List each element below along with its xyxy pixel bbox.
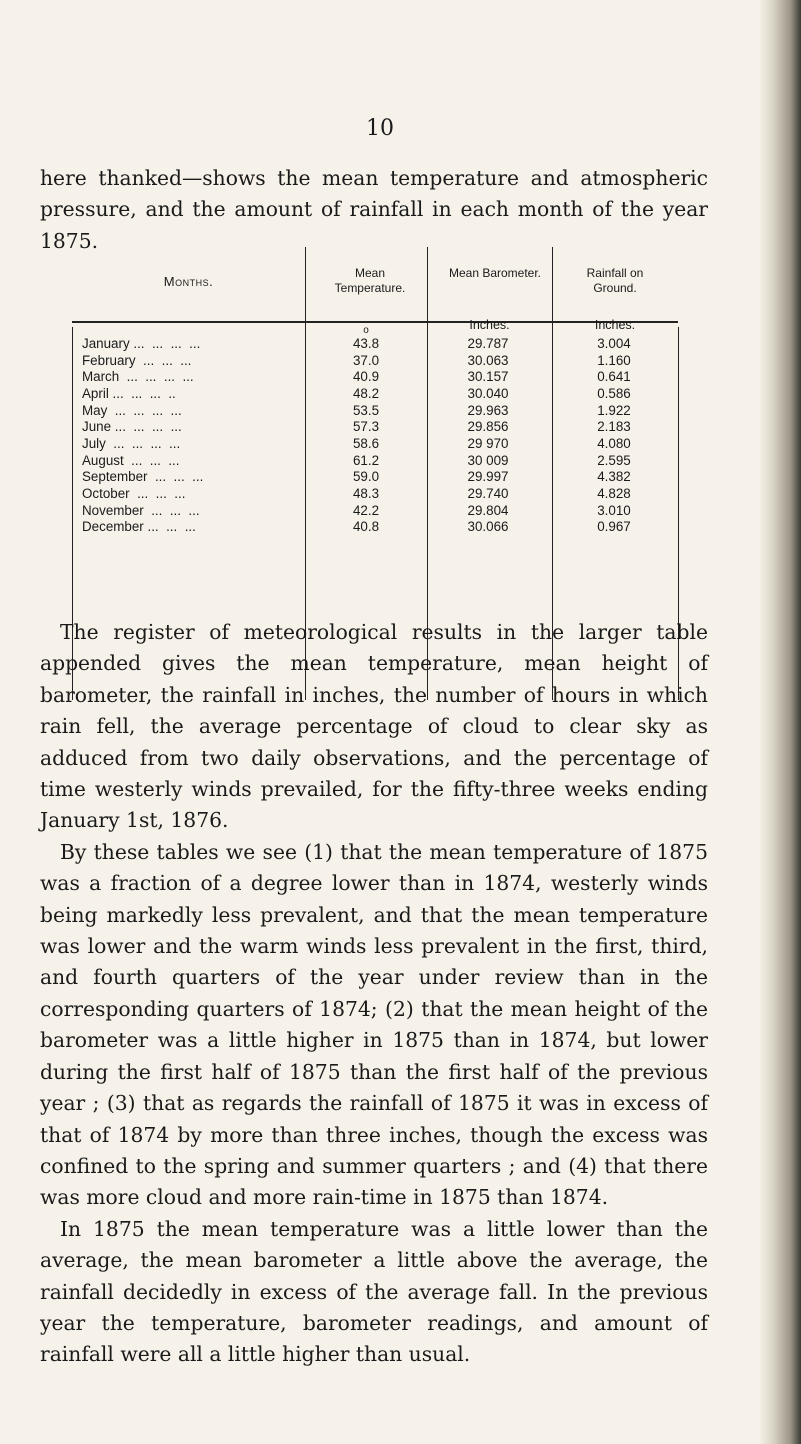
table-row — [72, 486, 678, 503]
barometer-cell: 29.740 — [467, 485, 509, 501]
rainfall-cell: 2.595 — [597, 452, 631, 468]
rainfall-cell: 1.160 — [597, 352, 631, 368]
month-cell: November ... ... ... — [82, 502, 200, 518]
month-cell: December ... ... ... — [82, 519, 196, 535]
page-number: 10 — [366, 116, 394, 141]
month-cell: April ... ... ... .. — [82, 385, 176, 401]
temperature-cell: 40.9 — [352, 369, 380, 385]
unit-rainfall: Inches. — [594, 318, 636, 332]
month-cell: September ... ... ... — [82, 469, 204, 485]
month-cell: July ... ... ... ... — [82, 435, 181, 451]
body-paragraph: In 1875 the mean temperature was a little lower than the average, the mean barometer a little above the average, the rainfall decidedly in excess of the average fall. In the previous year the temperature, barometer readings, and amount of rainfall were all a little higher than usual. — [40, 1216, 708, 1367]
table-row — [72, 386, 678, 403]
header-temperature: Mean Temperature. — [334, 266, 406, 295]
page-edge-shadow — [759, 0, 801, 1444]
temperature-cell: 42.2 — [352, 502, 380, 518]
temperature-cell: 53.5 — [352, 402, 380, 418]
temperature-cell: 57.3 — [352, 419, 380, 435]
month-cell: August ... ... ... — [82, 452, 180, 468]
barometer-cell: 29.997 — [467, 469, 509, 485]
table-row — [72, 336, 678, 353]
body-paragraph: The register of meteorological results in the larger table appended gives the mean temperature, mean height of barometer, the rainfall in inches, the number of hours in which rain fell, the average percentage of cloud to clear sky as adduced from two daily observations, and the percentage of time westerly winds prevailed, for the fifty-three weeks ending January 1st, 1876. — [40, 620, 708, 833]
unit-degrees: o — [363, 325, 369, 336]
barometer-cell: 29.856 — [467, 419, 509, 435]
intro-paragraph: here thanked—shows the mean temperature and atmospheric pressure, and the amount of rainfall in each month of the year 1875. — [40, 166, 708, 253]
header-months: Months. — [163, 274, 214, 289]
rainfall-cell: 1.922 — [597, 402, 631, 418]
temperature-cell: 48.3 — [352, 485, 380, 501]
rainfall-cell: 0.586 — [597, 385, 631, 401]
table-row — [72, 369, 678, 386]
barometer-cell: 30.066 — [467, 519, 509, 535]
table-row — [72, 436, 678, 453]
temperature-cell: 58.6 — [352, 435, 380, 451]
barometer-cell: 29.963 — [467, 402, 509, 418]
barometer-cell: 29.804 — [467, 502, 509, 518]
month-cell: February ... ... ... — [82, 352, 192, 368]
body-paragraph: By these tables we see (1) that the mean temperature of 1875 was a fraction of a degree lower than in 1874, westerly winds being markedly less prevalent, and that the mean temperature was lower and the warm winds less prevalent in the first, third, and fourth quarters of the year under review than in the corresponding quarters of 1874; (2) that the mean height of the barometer was a little higher in 1875 than in 1874, but lower during the first half of 1875 than the first half of the previous year ; (3) that as regards the rainfall of 1875 it was in excess of that of 1874 by more than three inches, though the excess was confined to the spring and summer quarters ; and (4) that there was more cloud and more rain-time in 1875 than 1874. — [40, 839, 708, 1210]
barometer-cell: 30.157 — [467, 369, 509, 385]
table-row — [72, 453, 678, 470]
temperature-cell: 40.8 — [352, 519, 380, 535]
rainfall-cell: 4.080 — [597, 435, 631, 451]
table-row — [72, 353, 678, 370]
barometer-cell: 30 009 — [467, 452, 509, 468]
table-row — [72, 403, 678, 420]
rainfall-cell: 3.010 — [597, 502, 631, 518]
month-cell: October ... ... ... — [82, 485, 186, 501]
temperature-cell: 37.0 — [352, 352, 380, 368]
table-row — [72, 419, 678, 436]
header-rainfall: Rainfall on Ground. — [586, 266, 644, 295]
month-cell: May ... ... ... ... — [82, 402, 182, 418]
barometer-cell: 30.063 — [467, 352, 509, 368]
body-text — [40, 617, 708, 1371]
temperature-cell: 59.0 — [352, 469, 380, 485]
month-cell: January ... ... ... ... — [82, 336, 201, 351]
rainfall-cell: 4.382 — [597, 469, 631, 485]
unit-barometer: Inches. — [469, 318, 510, 332]
table-row — [72, 519, 678, 536]
barometer-cell: 29 970 — [467, 435, 509, 451]
barometer-cell: 29.787 — [467, 336, 509, 351]
rainfall-cell: 3.004 — [597, 336, 631, 351]
rainfall-cell: 2.183 — [597, 419, 631, 435]
rainfall-cell: 0.967 — [597, 519, 631, 535]
rainfall-cell: 4.828 — [597, 485, 631, 501]
month-cell: June ... ... ... ... — [82, 419, 182, 435]
header-barometer: Mean Barometer. — [448, 266, 542, 280]
month-cell: March ... ... ... ... — [82, 369, 194, 385]
table-row — [72, 469, 678, 486]
table-row — [72, 503, 678, 520]
temperature-cell: 43.8 — [352, 336, 380, 351]
temperature-cell: 61.2 — [352, 452, 380, 468]
barometer-cell: 30.040 — [467, 385, 509, 401]
rainfall-cell: 0.641 — [597, 369, 631, 385]
temperature-cell: 48.2 — [352, 385, 380, 401]
